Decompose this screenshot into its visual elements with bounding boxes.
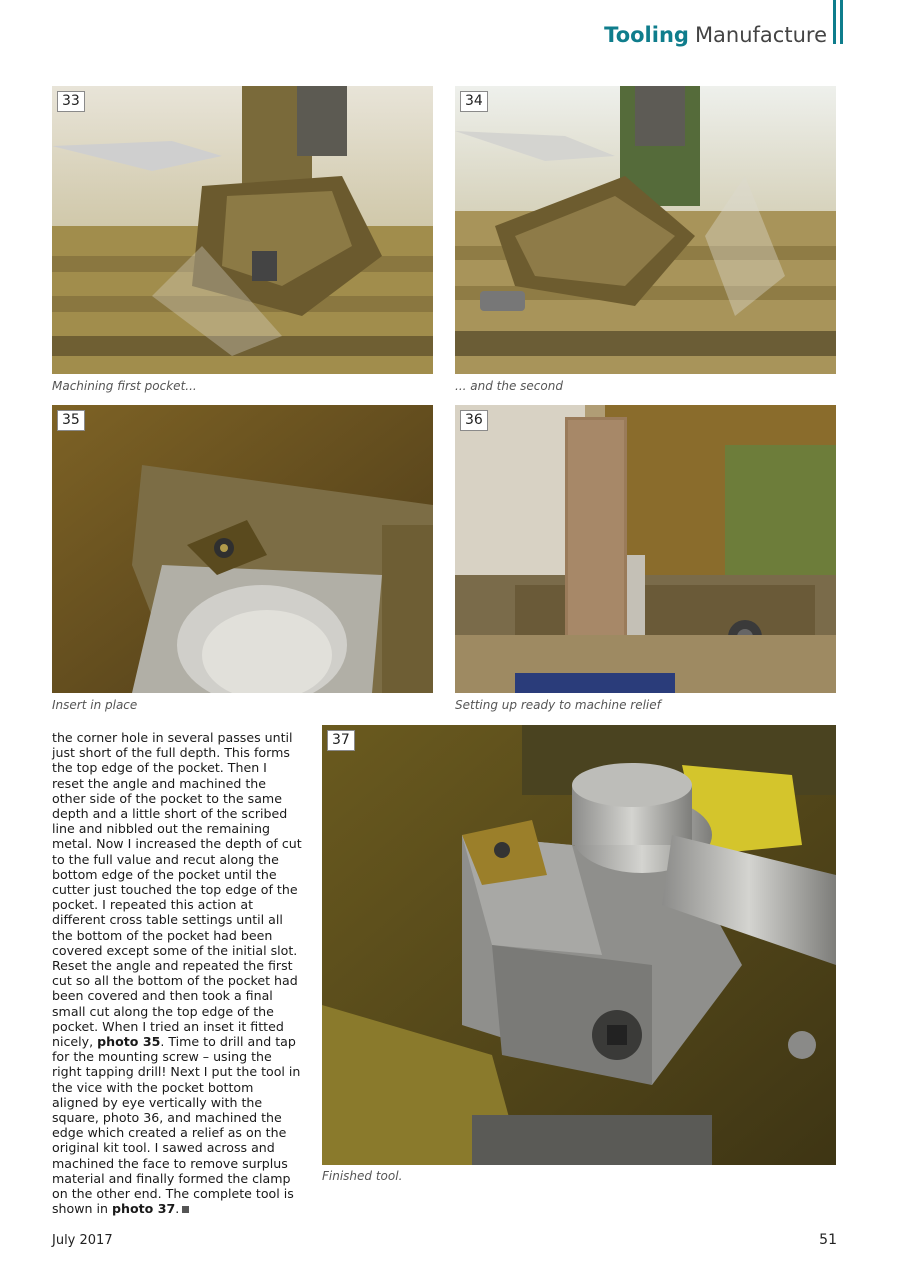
photo-34 [455,86,836,374]
photo-33 [52,86,433,374]
accent-bar [833,0,836,44]
section-title-light: Manufacture [694,23,827,47]
accent-bar [840,0,843,44]
photo-36 [455,405,836,693]
photo-number: 35 [57,410,85,431]
photo-reference: photo 35 [97,1034,161,1050]
photo-caption: Insert in place [52,698,138,712]
photo-37 [322,725,836,1165]
article-text: . Time to drill and tap for the mounting screw – using the right tapping drill! Next I put the tool in the vice with the pocket bottom aligned by eye vertically with the square, photo 36, and machined the edge which created a relief as on the original kit tool. I sawed across and machined the face to remove surplus material and finally formed the clamp on the other end. The complete tool is shown in [52,1034,301,1217]
photo-number: 37 [327,730,355,751]
header-accent-bars [833,0,847,44]
end-mark-icon [182,1206,189,1213]
article-text: the corner hole in several passes until just short of the full depth. This forms the top edge of the pocket. Then I reset the angle and machined the other side of the pocket to the same depth and a little short of the scribed line and nibbled out the remaining metal. Now I increased the depth of cut to the full value and recut along the bottom edge of the pocket until the cutter just touched the top edge of the pocket. I repeated this action at different cross table settings until all the bottom of the pocket had been covered except some of the initial slot. Reset the angle and repeated the first cut so all the bottom of the pocket had been covered and then took a final small cut along the top edge of the pocket. When I tried an inset it fitted nicely, [52,730,302,1050]
photo-number: 34 [460,91,488,112]
section-title-bold: Tooling [604,23,689,47]
article-text: . [175,1201,180,1217]
photo-number: 36 [460,410,488,431]
article-body [52,730,302,1217]
photo-caption: Finished tool. [322,1169,403,1183]
photo-number: 33 [57,91,85,112]
photo-caption: Machining first pocket... [52,379,197,393]
issue-date: July 2017 [52,1233,113,1248]
photo-caption: Setting up ready to machine relief [455,698,661,712]
photo-35 [52,405,433,693]
section-header [604,20,847,50]
page-number: 51 [819,1232,837,1248]
photo-reference: photo 37 [112,1201,176,1217]
photo-caption: ... and the second [455,379,563,393]
